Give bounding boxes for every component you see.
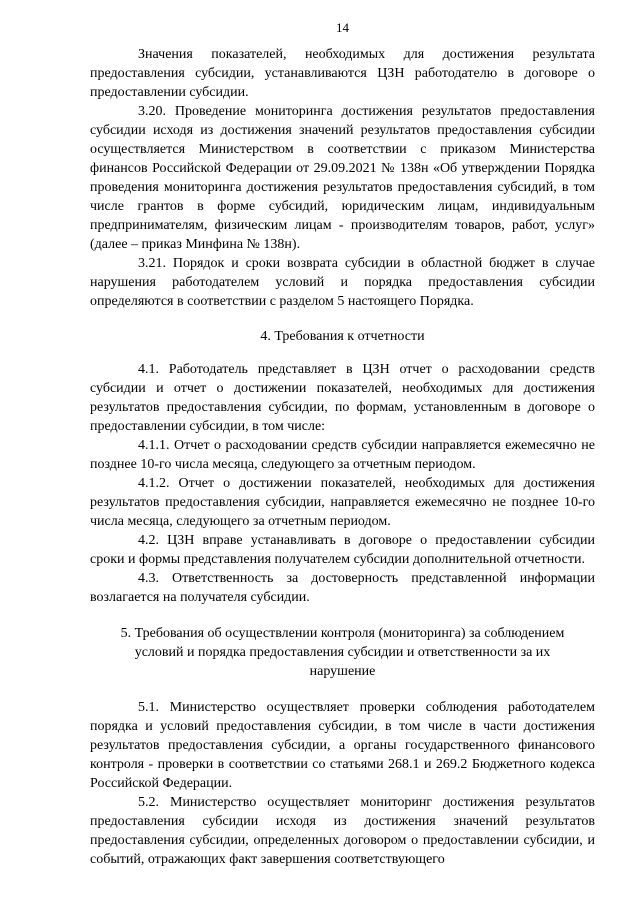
paragraph-5-2: 5.2. Министерство осуществляет мониторинг достижения результатов предоставления субсидии исходя из достижения значений результатов предоставления субсидии, определенных договором о предоставлении субсидии, и событий, отражающих факт завершения соответствующего — [90, 795, 595, 867]
section-5-heading-line: условий и порядка предоставления субсидии и ответственности за их — [134, 645, 551, 660]
section-5-heading — [90, 624, 595, 681]
page-number: 14 — [336, 20, 349, 35]
paragraph-3-21: 3.21. Порядок и сроки возврата субсидии в областной бюджет в случае нарушения работодателем условий и порядка предоставления субсидии определяются в соответствии с разделом 5 настоящего Порядка. — [90, 256, 595, 309]
paragraph-4-2: 4.2. ЦЗН вправе устанавливать в договоре о предоставлении субсидии сроки и формы представления получателем субсидии дополнительной отчетности. — [90, 533, 595, 567]
paragraph-4-3: 4.3. Ответственность за достоверность представленной информации возлагается на получателя субсидии. — [90, 571, 595, 605]
paragraph-indicator-values: Значения показателей, необходимых для достижения результата предоставления субсидии, устанавливаются ЦЗН работодателю в договоре о предоставлении субсидии. — [90, 47, 595, 100]
section-4-heading: 4. Требования к отчетности — [260, 329, 425, 344]
section-5-heading-line: 5. Требования об осуществлении контроля (мониторинга) за соблюдением — [120, 626, 565, 641]
paragraph-4-1: 4.1. Работодатель представляет в ЦЗН отчет о расходовании средств субсидии и отчет о достижении показателей, необходимых для достижения результатов предоставления субсидии, по формам, установленным в договоре о предоставлении субсидии, в том числе: — [90, 362, 595, 434]
paragraph-3-20: 3.20. Проведение мониторинга достижения результатов предоставления субсидии исходя из достижения значений результатов предоставления субсидии осуществляется Министерством в соответствии с приказом Министерства финансов Российской Федерации от 29.09.2021 № 138н «Об утверждении Порядка проведения мониторинга достижения результатов предоставления субсидий, в том числе грантов в форме субсидий, юридическим лицам, индивидуальным предпринимателям, физическим лицам - производителям товаров, работ, услуг» (далее – приказ Минфина № 138н). — [90, 104, 595, 252]
paragraph-4-1-2: 4.1.2. Отчет о достижении показателей, необходимых для достижения результатов предоставления субсидии, направляется ежемесячно не позднее 10-го числа месяца, следующего за отчетным периодом. — [90, 476, 595, 529]
section-5-heading-line: нарушение — [309, 664, 376, 679]
paragraph-5-1: 5.1. Министерство осуществляет проверки соблюдения работодателем порядка и условий предоставления субсидии, в том числе в части достижения результатов предоставления субсидии, а органы государственного финансового контроля - проверки в соответствии со статьями 268.1 и 269.2 Бюджетного кодекса Российской Федерации. — [90, 700, 595, 791]
paragraph-4-1-1: 4.1.1. Отчет о расходовании средств субсидии направляется ежемесячно не позднее 10-го числа месяца, следующего за отчетным периодом. — [90, 438, 595, 472]
